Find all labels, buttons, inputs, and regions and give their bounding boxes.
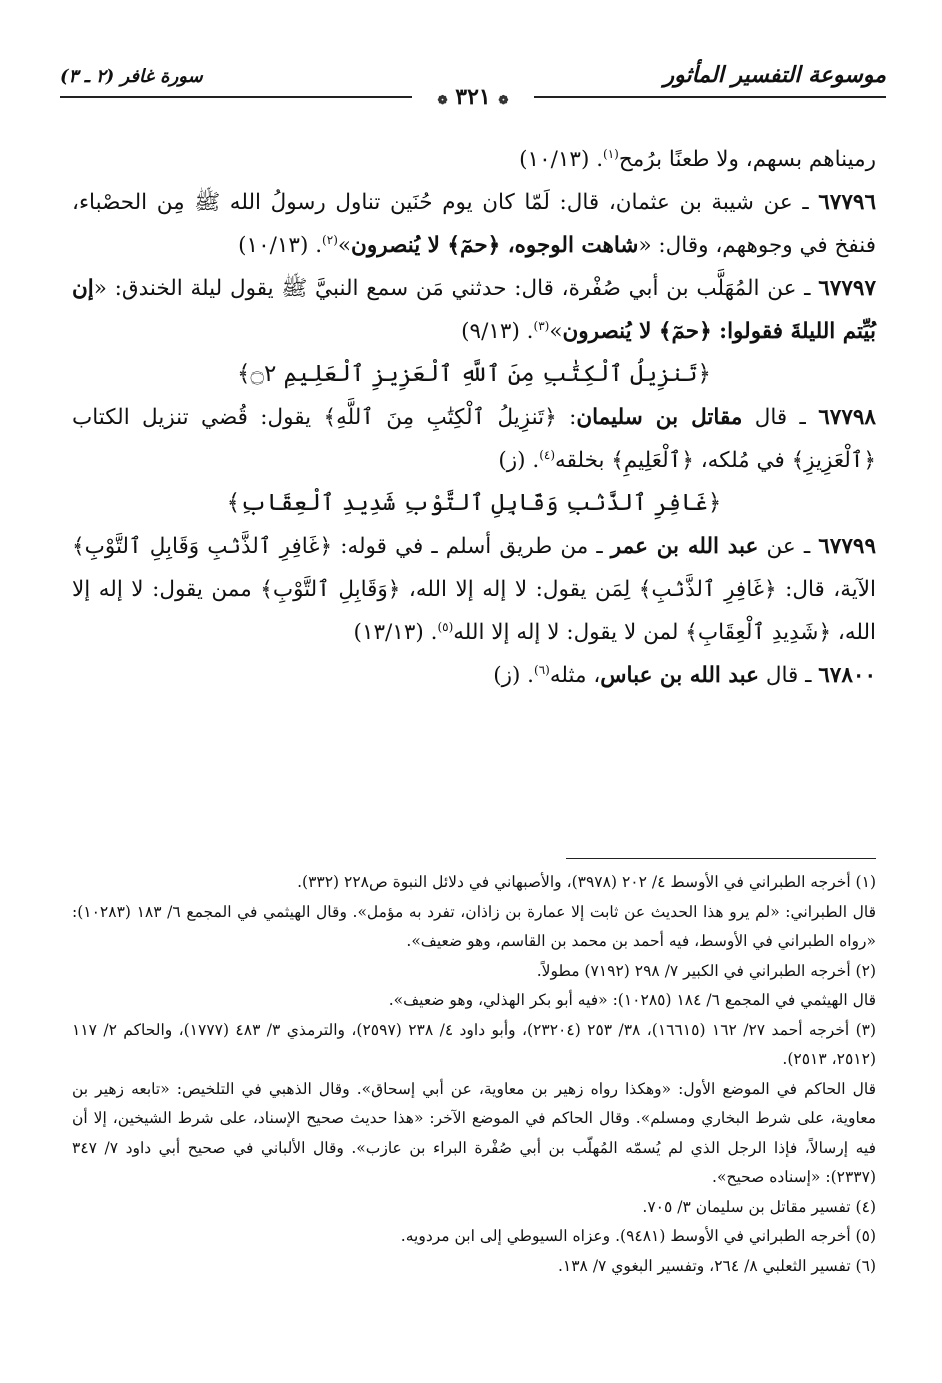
footnote: (٣) أخرجه أحمد ٢٧/ ١٦٢ (١٦٦١٥)، ٣٨/ ٢٥٣ (٢٣٢٠٤)، وأبو داود ٤/ ٢٣٨ (٢٥٩٧)، والترمذي ٣/ ٤٨٣ (١٧٧٧)، والحاكم ٢/ ١١٧ (٢٥١٢، ٢٥١٣).	[72, 1020, 877, 1068]
hadith-number: ٦٧٧٩٨	[818, 405, 876, 430]
footnote: (٢) أخرجه الطبراني في الكبير ٧/ ٢٩٨ (٧١٩٢) مطولاً.	[536, 961, 876, 980]
volume-reference: . (ز)	[498, 448, 540, 473]
footnote: (٤) تفسير مقاتل بن سليمان ٣/ ٧٠٥.	[642, 1197, 876, 1216]
ornament-icon: ❁	[437, 93, 448, 107]
footnote-marker: (٤)	[539, 447, 556, 462]
volume-reference: . (١٠/١٣)	[519, 147, 604, 172]
ornament-icon: ❁	[498, 93, 509, 107]
volume-reference: . (١٠/١٣)	[238, 233, 323, 258]
footnote-marker: (٦)	[534, 662, 550, 677]
footnote: (١) أخرجه الطبراني في الأوسط ٤/ ٢٠٢ (٣٩٧٨)، والأصبهاني في دلائل النبوة ص٢٢٨ (٣٣٢).	[297, 873, 876, 891]
footnote: (٥) أخرجه الطبراني في الأوسط (٩٤٨١). وعزاه السيوطي إلى ابن مردويه.	[400, 1227, 876, 1245]
page-number-group	[438, 84, 509, 110]
quran-verse-heading: ﴿تَنزِيلُ ٱلْكِتَٰبِ مِنَ ٱللَّهِ ٱلْعَزِيزِ ٱلْعَلِيمِ ۝٢﴾	[236, 361, 711, 387]
hadith-number: ٦٧٧٩٦	[818, 190, 876, 215]
running-header	[60, 52, 886, 110]
main-text	[72, 138, 876, 697]
footnote: قال الطبراني: «لم يرو هذا الحديث عن ثابت إلا عمارة بن زاذان، تفرد به مؤمل». وقال الهيثمي في المجمع ٦/ ١٨٣ (١٠٢٨٣): «رواه الطبراني في الأوسط، فيه أحمد بن محمد بن القاسم، وهو ضعيف».	[72, 902, 876, 950]
hadith-67799: ٦٧٧٩٩ ـ عن عبد الله بن عمر ـ من طريق أسلم ـ في قوله: ﴿غَافِرِ ٱلذَّنۢبِ وَقَابِلِ ٱلتَّوْبِ﴾ الآية، قال: ﴿غَافِرِ ٱلذَّنۢبِ﴾ لِمَن يقول: لا إله إلا الله، ﴿وَقَابِلِ ٱلتَّوْبِ﴾ ممن يقول: لا إله إلا الله، ﴿شَدِيدِ ٱلْعِقَابِ﴾ لمن لا يقول: لا إله إلا الله$^{(٥)}$. (١٣/١٣)	[72, 534, 876, 645]
volume-reference: . (١٣/١٣)	[353, 620, 438, 645]
hadith-number: ٦٧٨٠٠	[818, 663, 876, 688]
hadith-67797: ٦٧٧٩٧ ـ عن المُهَلَّب بن أبي صُفْرة، قال: حدثني مَن سمع النبيَّ ﷺ يقول ليلة الخندق: «إن بُيِّتم الليلةَ فقولوا: ﴿حمٓ﴾ لا يُنصرون»$^{(٣)}$. (٩/١٣)	[72, 276, 876, 344]
footnote-separator	[566, 858, 876, 859]
footnote: (٦) تفسير الثعلبي ٨/ ٢٦٤، وتفسير البغوي ٧/ ١٣٨.	[557, 1256, 876, 1275]
footnote: قال الهيثمي في المجمع ٦/ ١٨٤ (١٠٢٨٥): «فيه أبو بكر الهذلي، وهو ضعيف».	[388, 991, 876, 1009]
footnote-marker: (١)	[603, 146, 619, 161]
footnote-marker: (٣)	[533, 318, 550, 333]
volume-reference: . (٩/١٣)	[461, 319, 534, 344]
footnotes	[72, 868, 876, 1281]
header-rule-left	[60, 96, 412, 98]
hadith-67798: ٦٧٧٩٨ ـ قال مقاتل بن سليمان: ﴿تَنزِيلُ ٱلْكِتَٰبِ مِنَ ٱللَّهِ﴾ يقول: قُضي تنزيل الكتاب ﴿ٱلْعَزِيزِ﴾ في مُلكه، ﴿ٱلْعَلِيمِ﴾ بخلقه$^{(٤)}$. (ز)	[72, 405, 876, 473]
page-number: ٣٢١	[455, 84, 491, 110]
footnote-marker: (٥)	[437, 619, 454, 634]
header-rule-right	[534, 96, 886, 98]
footnote-marker: (٢)	[322, 232, 338, 247]
book-title: موسوعة التفسير المأثور	[663, 62, 886, 88]
footnote: قال الحاكم في الموضع الأول: «وهكذا رواه زهير بن معاوية، عن أبي إسحاق». وقال الذهبي في التلخيص: «تابعه زهير بن معاوية، على شرط البخاري ومسلم». وقال الحاكم في الموضع الآخر: «هذا حديث صحيح الإسناد، على شرط الشيخين، إلا أن فيه إرسالاً، فإذا الرجل الذي لم يُسمّه المُهلّب بن أبي صُفْرة البراء بن عازب». وقال الألباني في صحيح أبي داود ٧/ ٣٤٧ (٢٣٣٧): «إسناده صحيح».	[72, 1079, 876, 1186]
quran-verse-heading: ﴿غَافِرِ ٱلذَّنۢبِ وَقَابِلِ ٱلتَّوْبِ شَدِيدِ ٱلْعِقَابِ﴾	[226, 490, 722, 516]
hadith-67796: ٦٧٧٩٦ ـ عن شيبة بن عثمان، قال: لَمّا كان يوم حُنَين تناول رسولُ الله ﷺ مِن الحصْباء، فنفخ في وجوههم، وقال: «شاهت الوجوه، ﴿حمٓ﴾ لا يُنصرون»$^{(٢)}$. (١٠/١٣)	[72, 190, 876, 258]
hadith-number: ٦٧٧٩٧	[818, 276, 876, 301]
volume-reference: . (ز)	[493, 663, 535, 688]
hadith-number: ٦٧٧٩٩	[818, 534, 876, 559]
surah-title: سورة غافر (٢ ـ ٣)	[60, 66, 203, 87]
paragraph-continued: رميناهم بسهم، ولا طعنًا برُمح$^{(١)}$. (١٠/١٣)	[519, 146, 876, 172]
hadith-67800: ٦٧٨٠٠ ـ قال عبد الله بن عباس، مثله$^{(٦)}$. (ز)	[493, 662, 876, 688]
